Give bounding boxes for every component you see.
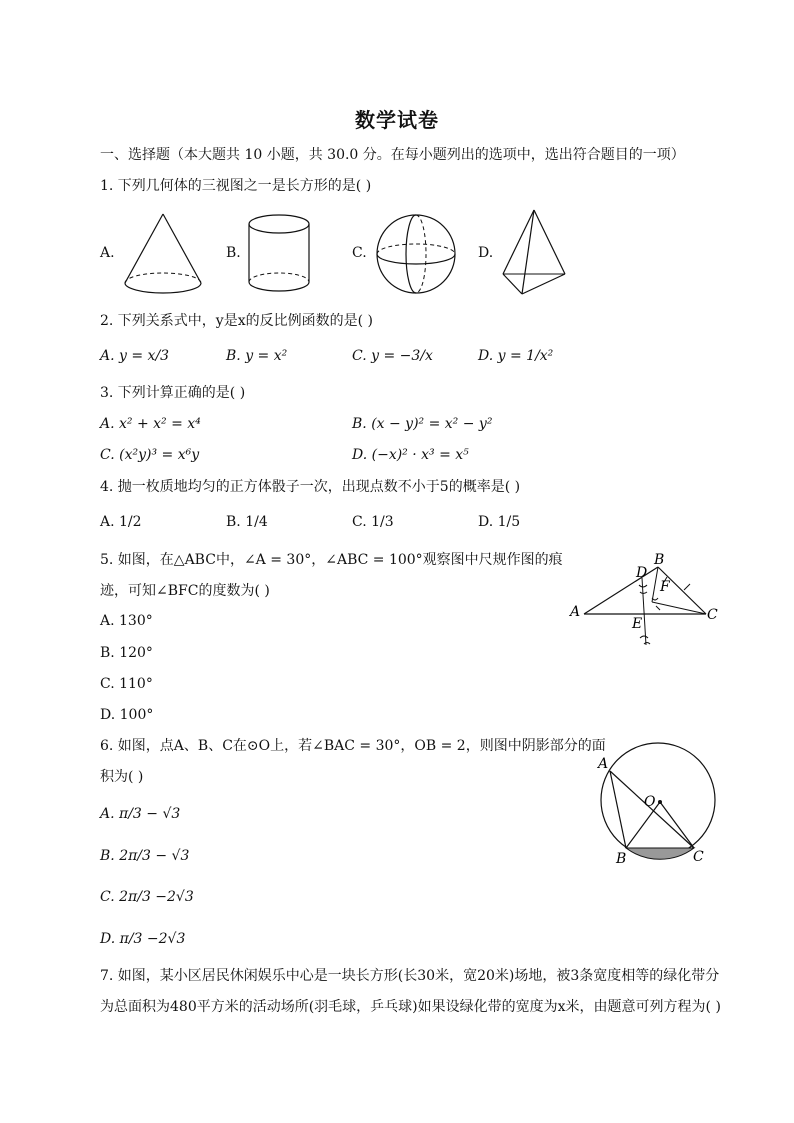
question-4-stem: 4. 抛一枚质地均匀的正方体骰子一次，出现点数不小于5的概率是( ) [100,479,521,495]
q1-option-a-label: A. [100,245,115,261]
question-5-stem-line2: 迹，可知∠BFC的度数为( ) [100,583,270,599]
q3-option-a: A. x² + x² = x⁴ [100,416,201,432]
q5-label-a: A [570,604,581,620]
q2-option-c: C. y = −3/x [352,348,433,364]
q5-label-d: D [636,565,648,581]
circle-sector-figure [592,738,724,868]
q4-option-d: D. 1/5 [478,514,521,530]
question-6-stem-line2: 积为( ) [100,769,144,785]
q4-option-b: B. 1/4 [226,514,268,530]
sphere-figure [374,212,460,298]
q1-option-b-label: B. [226,245,241,261]
question-5-stem-line1: 5. 如图，在△ABC中，∠A = 30°，∠ABC = 100°观察图中尺规作图的痕 [100,552,563,568]
question-6-stem-line1: 6. 如图，点A、B、C在⊙O上，若∠BAC = 30°，OB = 2，则图中阴影部分的面 [100,738,606,754]
question-2-stem: 2. 下列关系式中，y是x的反比例函数的是( ) [100,313,373,329]
cone-figure [120,210,206,298]
q1-option-d-label: D. [478,245,494,261]
q5-option-a: A. 130° [100,613,153,629]
triangle-construction-figure [564,550,730,654]
q6-option-b: B. 2π/3 − √3 [100,848,190,864]
q5-label-c: C [707,607,718,623]
q5-label-b: B [654,552,665,568]
question-1-stem: 1. 下列几何体的三视图之一是长方形的是( ) [100,178,372,194]
cylinder-figure [244,212,314,298]
q6-option-d: D. π/3 −2√3 [100,931,186,947]
q2-option-d: D. y = 1/x² [478,348,554,364]
q5-label-f: F [660,579,670,595]
q5-option-b: B. 120° [100,645,153,661]
q4-option-a: A. 1/2 [100,514,142,530]
q3-option-c: C. (x²y)³ = x⁶y [100,447,200,463]
page-title: 数学试卷 [355,108,439,132]
q6-label-o: O [644,794,656,810]
q6-option-c: C. 2π/3 −2√3 [100,889,194,905]
q5-option-d: D. 100° [100,707,154,723]
q1-option-c-label: C. [352,245,367,261]
question-7-stem-line1: 7. 如图，某小区居民休闲娱乐中心是一块长方形(长30米，宽20米)场地，被3条宽度相等的绿化带分 [100,968,720,984]
q5-option-c: C. 110° [100,676,153,692]
q5-label-e: E [632,616,643,632]
q2-option-b: B. y = x² [226,348,288,364]
q3-option-b: B. (x − y)² = x² − y² [352,416,493,432]
q3-option-d: D. (−x)² · x³ = x⁵ [352,447,469,463]
pyramid-figure [498,206,570,300]
section-heading: 一、选择题（本大题共 10 小题，共 30.0 分。在每小题列出的选项中，选出符合题目的一项） [100,147,685,163]
q6-label-a: A [598,756,609,772]
q6-option-a: A. π/3 − √3 [100,806,181,822]
q4-option-c: C. 1/3 [352,514,394,530]
question-3-stem: 3. 下列计算正确的是( ) [100,385,246,401]
question-7-stem-line2: 为总面积为480平方米的活动场所(羽毛球，乒乓球)如果设绿化带的宽度为x米，由题意可列方程为( ) [100,999,721,1015]
q6-label-c: C [693,849,704,865]
q6-label-b: B [616,851,627,867]
q2-option-a: A. y = x/3 [100,348,170,364]
